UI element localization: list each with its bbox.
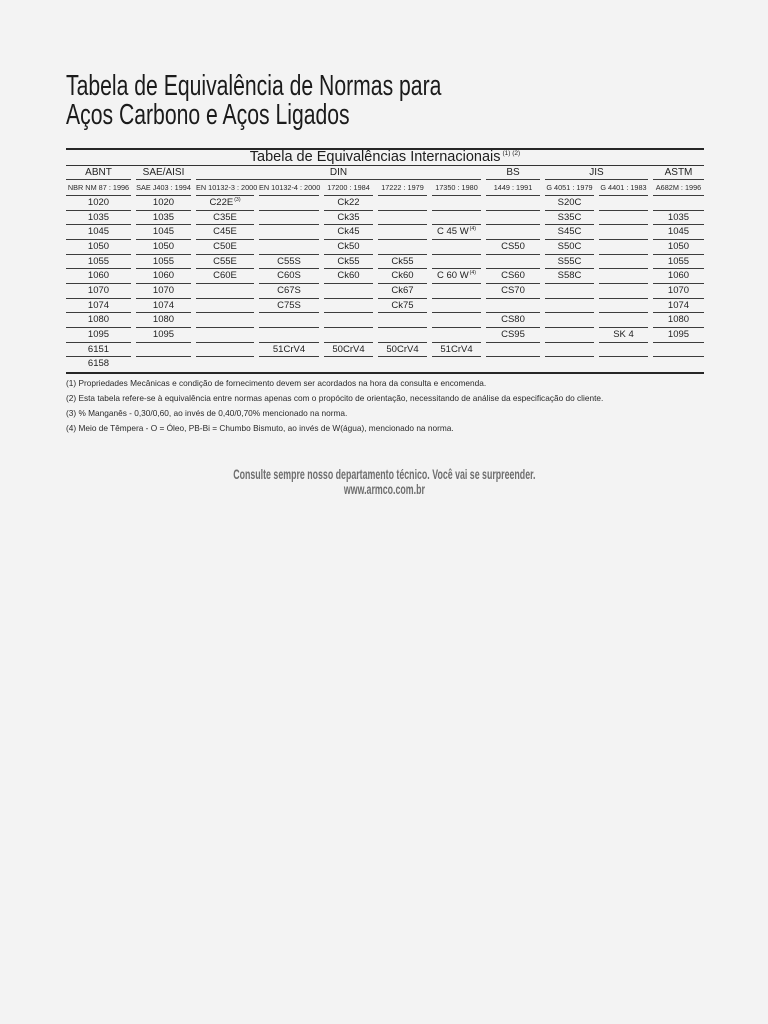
table-cell bbox=[259, 225, 319, 240]
table-cell bbox=[599, 240, 648, 255]
standard-header: EN 10132-3 : 2000 bbox=[196, 180, 254, 196]
standard-header: SAE J403 : 1994 bbox=[136, 180, 191, 196]
table-cell bbox=[136, 357, 191, 372]
table-cell bbox=[599, 269, 648, 284]
table-cell bbox=[599, 357, 648, 372]
footnote-reference: (4) bbox=[469, 226, 477, 233]
table-cell bbox=[196, 196, 254, 211]
table-cell: CS60 bbox=[486, 269, 540, 284]
table-row bbox=[66, 255, 704, 270]
table-cell: C50E bbox=[196, 240, 254, 255]
footnote: (3) % Manganês - 0,30/0,60, ao invés de 0,40/0,70% mencionado na norma. bbox=[66, 408, 348, 418]
table-cell: 1045 bbox=[66, 225, 131, 240]
standard-header: 17200 : 1984 bbox=[324, 180, 373, 196]
table-cell bbox=[196, 357, 254, 372]
group-header-abnt: ABNT bbox=[66, 166, 131, 180]
table-caption bbox=[66, 150, 704, 166]
table-cell: C60E bbox=[196, 269, 254, 284]
table-cell bbox=[196, 313, 254, 328]
table-cell: C35E bbox=[196, 211, 254, 226]
table-cell: 1095 bbox=[66, 328, 131, 343]
table-cell bbox=[378, 313, 427, 328]
table-cell: 1060 bbox=[653, 269, 704, 284]
standard-header-row bbox=[66, 180, 704, 196]
table-cell bbox=[486, 299, 540, 314]
table-cell: S50C bbox=[545, 240, 594, 255]
table-cell: C75S bbox=[259, 299, 319, 314]
table-cell bbox=[432, 284, 481, 299]
table-cell: 50CrV4 bbox=[324, 343, 373, 358]
table-cell bbox=[486, 196, 540, 211]
table-cell: 1045 bbox=[653, 225, 704, 240]
group-header-sae-aisi: SAE/AISI bbox=[136, 166, 191, 180]
table-cell bbox=[432, 211, 481, 226]
standard-header: 17222 : 1979 bbox=[378, 180, 427, 196]
table-cell bbox=[545, 284, 594, 299]
table-cell: 1074 bbox=[66, 299, 131, 314]
footnote: (1) Propriedades Mecânicas e condição de fornecimento devem ser acordados na hora da consulta e encomenda. bbox=[66, 378, 487, 388]
table-cell: 1095 bbox=[653, 328, 704, 343]
footer-url: www.armco.com.br bbox=[343, 481, 425, 497]
table-row bbox=[66, 196, 704, 211]
table-cell bbox=[136, 343, 191, 358]
table-row bbox=[66, 284, 704, 299]
table-cell bbox=[432, 240, 481, 255]
table-cell: 1035 bbox=[66, 211, 131, 226]
table-cell bbox=[378, 211, 427, 226]
table-cell bbox=[486, 225, 540, 240]
standard-header: G 4051 : 1979 bbox=[545, 180, 594, 196]
table-cell: 6158 bbox=[87, 358, 110, 370]
table-cell bbox=[259, 313, 319, 328]
table-cell: 1050 bbox=[136, 240, 191, 255]
table-cell bbox=[432, 255, 481, 270]
standard-header: 1449 : 1991 bbox=[486, 180, 540, 196]
standard-header: NBR NM 87 : 1996 bbox=[66, 180, 131, 196]
table-cell: Ck67 bbox=[378, 284, 427, 299]
table-cell bbox=[324, 357, 373, 372]
table-cell bbox=[324, 284, 373, 299]
table-cell: CS80 bbox=[486, 313, 540, 328]
table-cell: Ck55 bbox=[378, 255, 427, 270]
table-cell bbox=[432, 299, 481, 314]
table-cell bbox=[599, 313, 648, 328]
table-cell: CS70 bbox=[486, 284, 540, 299]
table-cell: 1080 bbox=[66, 313, 131, 328]
footnotes bbox=[66, 376, 603, 436]
table-cell: 1080 bbox=[136, 313, 191, 328]
table-cell: 1060 bbox=[136, 269, 191, 284]
column-group-header-row bbox=[66, 166, 704, 180]
table-cell bbox=[378, 240, 427, 255]
table-cell bbox=[259, 328, 319, 343]
cell-text: C22E bbox=[209, 197, 234, 208]
table-row bbox=[66, 299, 704, 314]
table-cell bbox=[378, 196, 427, 211]
table-cell: 1035 bbox=[136, 211, 191, 226]
footer bbox=[142, 467, 626, 497]
table-cell bbox=[259, 211, 319, 226]
table-cell: S58C bbox=[545, 269, 594, 284]
table-cell bbox=[545, 299, 594, 314]
table-caption-notes: (1) (2) bbox=[502, 150, 521, 157]
table-cell bbox=[599, 225, 648, 240]
table-row bbox=[66, 343, 704, 358]
table-cell bbox=[432, 225, 481, 240]
table-cell: Ck60 bbox=[324, 269, 373, 284]
table-cell bbox=[545, 328, 594, 343]
table-cell bbox=[196, 299, 254, 314]
table-cell: 1020 bbox=[66, 196, 131, 211]
cell-text: C 60 W bbox=[436, 270, 469, 282]
table-row bbox=[66, 240, 704, 255]
table-cell bbox=[545, 343, 594, 358]
table-cell: C55E bbox=[196, 255, 254, 270]
table-cell bbox=[653, 357, 704, 372]
table-cell: 51CrV4 bbox=[259, 343, 319, 358]
table-row bbox=[66, 211, 704, 226]
table-cell: SK 4 bbox=[599, 328, 648, 343]
cell-text: C 45 W bbox=[436, 226, 469, 238]
table-cell: Ck50 bbox=[324, 240, 373, 255]
table-cell: Ck75 bbox=[378, 299, 427, 314]
table-cell: 1055 bbox=[653, 255, 704, 270]
table-cell bbox=[259, 196, 319, 211]
table-cell: 51CrV4 bbox=[432, 343, 481, 358]
table-cell bbox=[432, 269, 481, 284]
table-cell: Ck60 bbox=[378, 269, 427, 284]
table-caption-text: Tabela de Equivalências Internacionais bbox=[249, 149, 501, 165]
table-cell: Ck45 bbox=[324, 225, 373, 240]
table-cell: S45C bbox=[545, 225, 594, 240]
table-cell: Ck55 bbox=[324, 255, 373, 270]
footnote-reference: (4) bbox=[469, 270, 477, 277]
table-cell: S20C bbox=[545, 196, 594, 211]
table-cell bbox=[378, 357, 427, 372]
table-cell bbox=[599, 284, 648, 299]
table-cell: 1055 bbox=[66, 255, 131, 270]
table-cell bbox=[324, 313, 373, 328]
standard-header: A682M : 1996 bbox=[653, 180, 704, 196]
table-cell bbox=[324, 299, 373, 314]
table-cell: 6151 bbox=[66, 343, 131, 358]
table-cell: 1055 bbox=[136, 255, 191, 270]
table-cell: 1050 bbox=[653, 240, 704, 255]
table-cell: 1050 bbox=[66, 240, 131, 255]
table-cell: 50CrV4 bbox=[378, 343, 427, 358]
table-cell: S55C bbox=[545, 255, 594, 270]
footnote-reference: (3) bbox=[234, 197, 241, 203]
footnote: (2) Esta tabela refere-se à equivalência entre normas apenas com o propócito de orientação, necessitando de análise da especificação do cliente. bbox=[66, 393, 604, 403]
table-cell bbox=[324, 328, 373, 343]
standard-header: G 4401 : 1983 bbox=[599, 180, 648, 196]
table-bottom-rule bbox=[66, 372, 704, 374]
table-cell bbox=[432, 328, 481, 343]
table-cell: 1070 bbox=[66, 284, 131, 299]
table-cell: Ck35 bbox=[324, 211, 373, 226]
table-cell: C67S bbox=[259, 284, 319, 299]
table-cell bbox=[259, 357, 319, 372]
table-cell bbox=[378, 225, 427, 240]
table-row bbox=[66, 357, 704, 372]
footnote: (4) Meio de Têmpera - O = Óleo, PB-Bi = Chumbo Bismuto, ao invés de W(água), mencionado na norma. bbox=[66, 423, 454, 433]
table-row bbox=[66, 313, 704, 328]
table-cell: S35C bbox=[545, 211, 594, 226]
equivalence-table bbox=[66, 148, 704, 374]
group-header-astm: ASTM bbox=[653, 166, 704, 180]
table-cell bbox=[486, 343, 540, 358]
table-cell bbox=[196, 343, 254, 358]
table-cell: 1095 bbox=[136, 328, 191, 343]
table-cell: 1070 bbox=[136, 284, 191, 299]
table-cell: 1045 bbox=[136, 225, 191, 240]
group-header-din: DIN bbox=[196, 166, 481, 180]
page-title-line-1: Tabela de Equivalência de Normas para bbox=[66, 70, 442, 102]
table-cell: 1020 bbox=[136, 196, 191, 211]
table-cell: CS95 bbox=[486, 328, 540, 343]
table-cell bbox=[196, 284, 254, 299]
table-cell bbox=[432, 313, 481, 328]
table-cell: Ck22 bbox=[324, 196, 373, 211]
table-cell bbox=[599, 299, 648, 314]
standard-header: 17350 : 1980 bbox=[432, 180, 481, 196]
table-cell bbox=[432, 196, 481, 211]
table-cell: C45E bbox=[196, 225, 254, 240]
table-cell: C55S bbox=[259, 255, 319, 270]
table-cell bbox=[599, 343, 648, 358]
page-title-line-2: Aços Carbono e Aços Ligados bbox=[66, 99, 350, 131]
table-cell bbox=[653, 343, 704, 358]
table-cell bbox=[196, 328, 254, 343]
table-cell bbox=[486, 357, 540, 372]
table-cell bbox=[378, 328, 427, 343]
table-cell: 1080 bbox=[653, 313, 704, 328]
table-cell: 1070 bbox=[653, 284, 704, 299]
table-cell bbox=[432, 357, 481, 372]
table-cell: 1060 bbox=[66, 269, 131, 284]
table-cell bbox=[599, 255, 648, 270]
standard-header: EN 10132-4 : 2000 bbox=[259, 180, 319, 196]
table-row bbox=[66, 328, 704, 343]
table-cell bbox=[545, 357, 594, 372]
footer-message: Consulte sempre nosso departamento técnico. Você vai se surpreender. bbox=[233, 466, 536, 482]
group-header-bs: BS bbox=[486, 166, 540, 180]
table-cell bbox=[599, 211, 648, 226]
table-cell bbox=[486, 255, 540, 270]
table-cell bbox=[545, 313, 594, 328]
table-cell: 1035 bbox=[653, 211, 704, 226]
group-header-jis: JIS bbox=[545, 166, 648, 180]
table-cell: CS50 bbox=[486, 240, 540, 255]
table-row bbox=[66, 269, 704, 284]
table-body bbox=[66, 196, 704, 372]
table-row bbox=[66, 225, 704, 240]
table-cell bbox=[599, 196, 648, 211]
page-title bbox=[66, 72, 441, 130]
table-cell: 1074 bbox=[653, 299, 704, 314]
table-cell: 1074 bbox=[136, 299, 191, 314]
table-cell: C60S bbox=[259, 269, 319, 284]
table-cell bbox=[486, 211, 540, 226]
table-cell bbox=[259, 240, 319, 255]
table-cell bbox=[653, 196, 704, 211]
